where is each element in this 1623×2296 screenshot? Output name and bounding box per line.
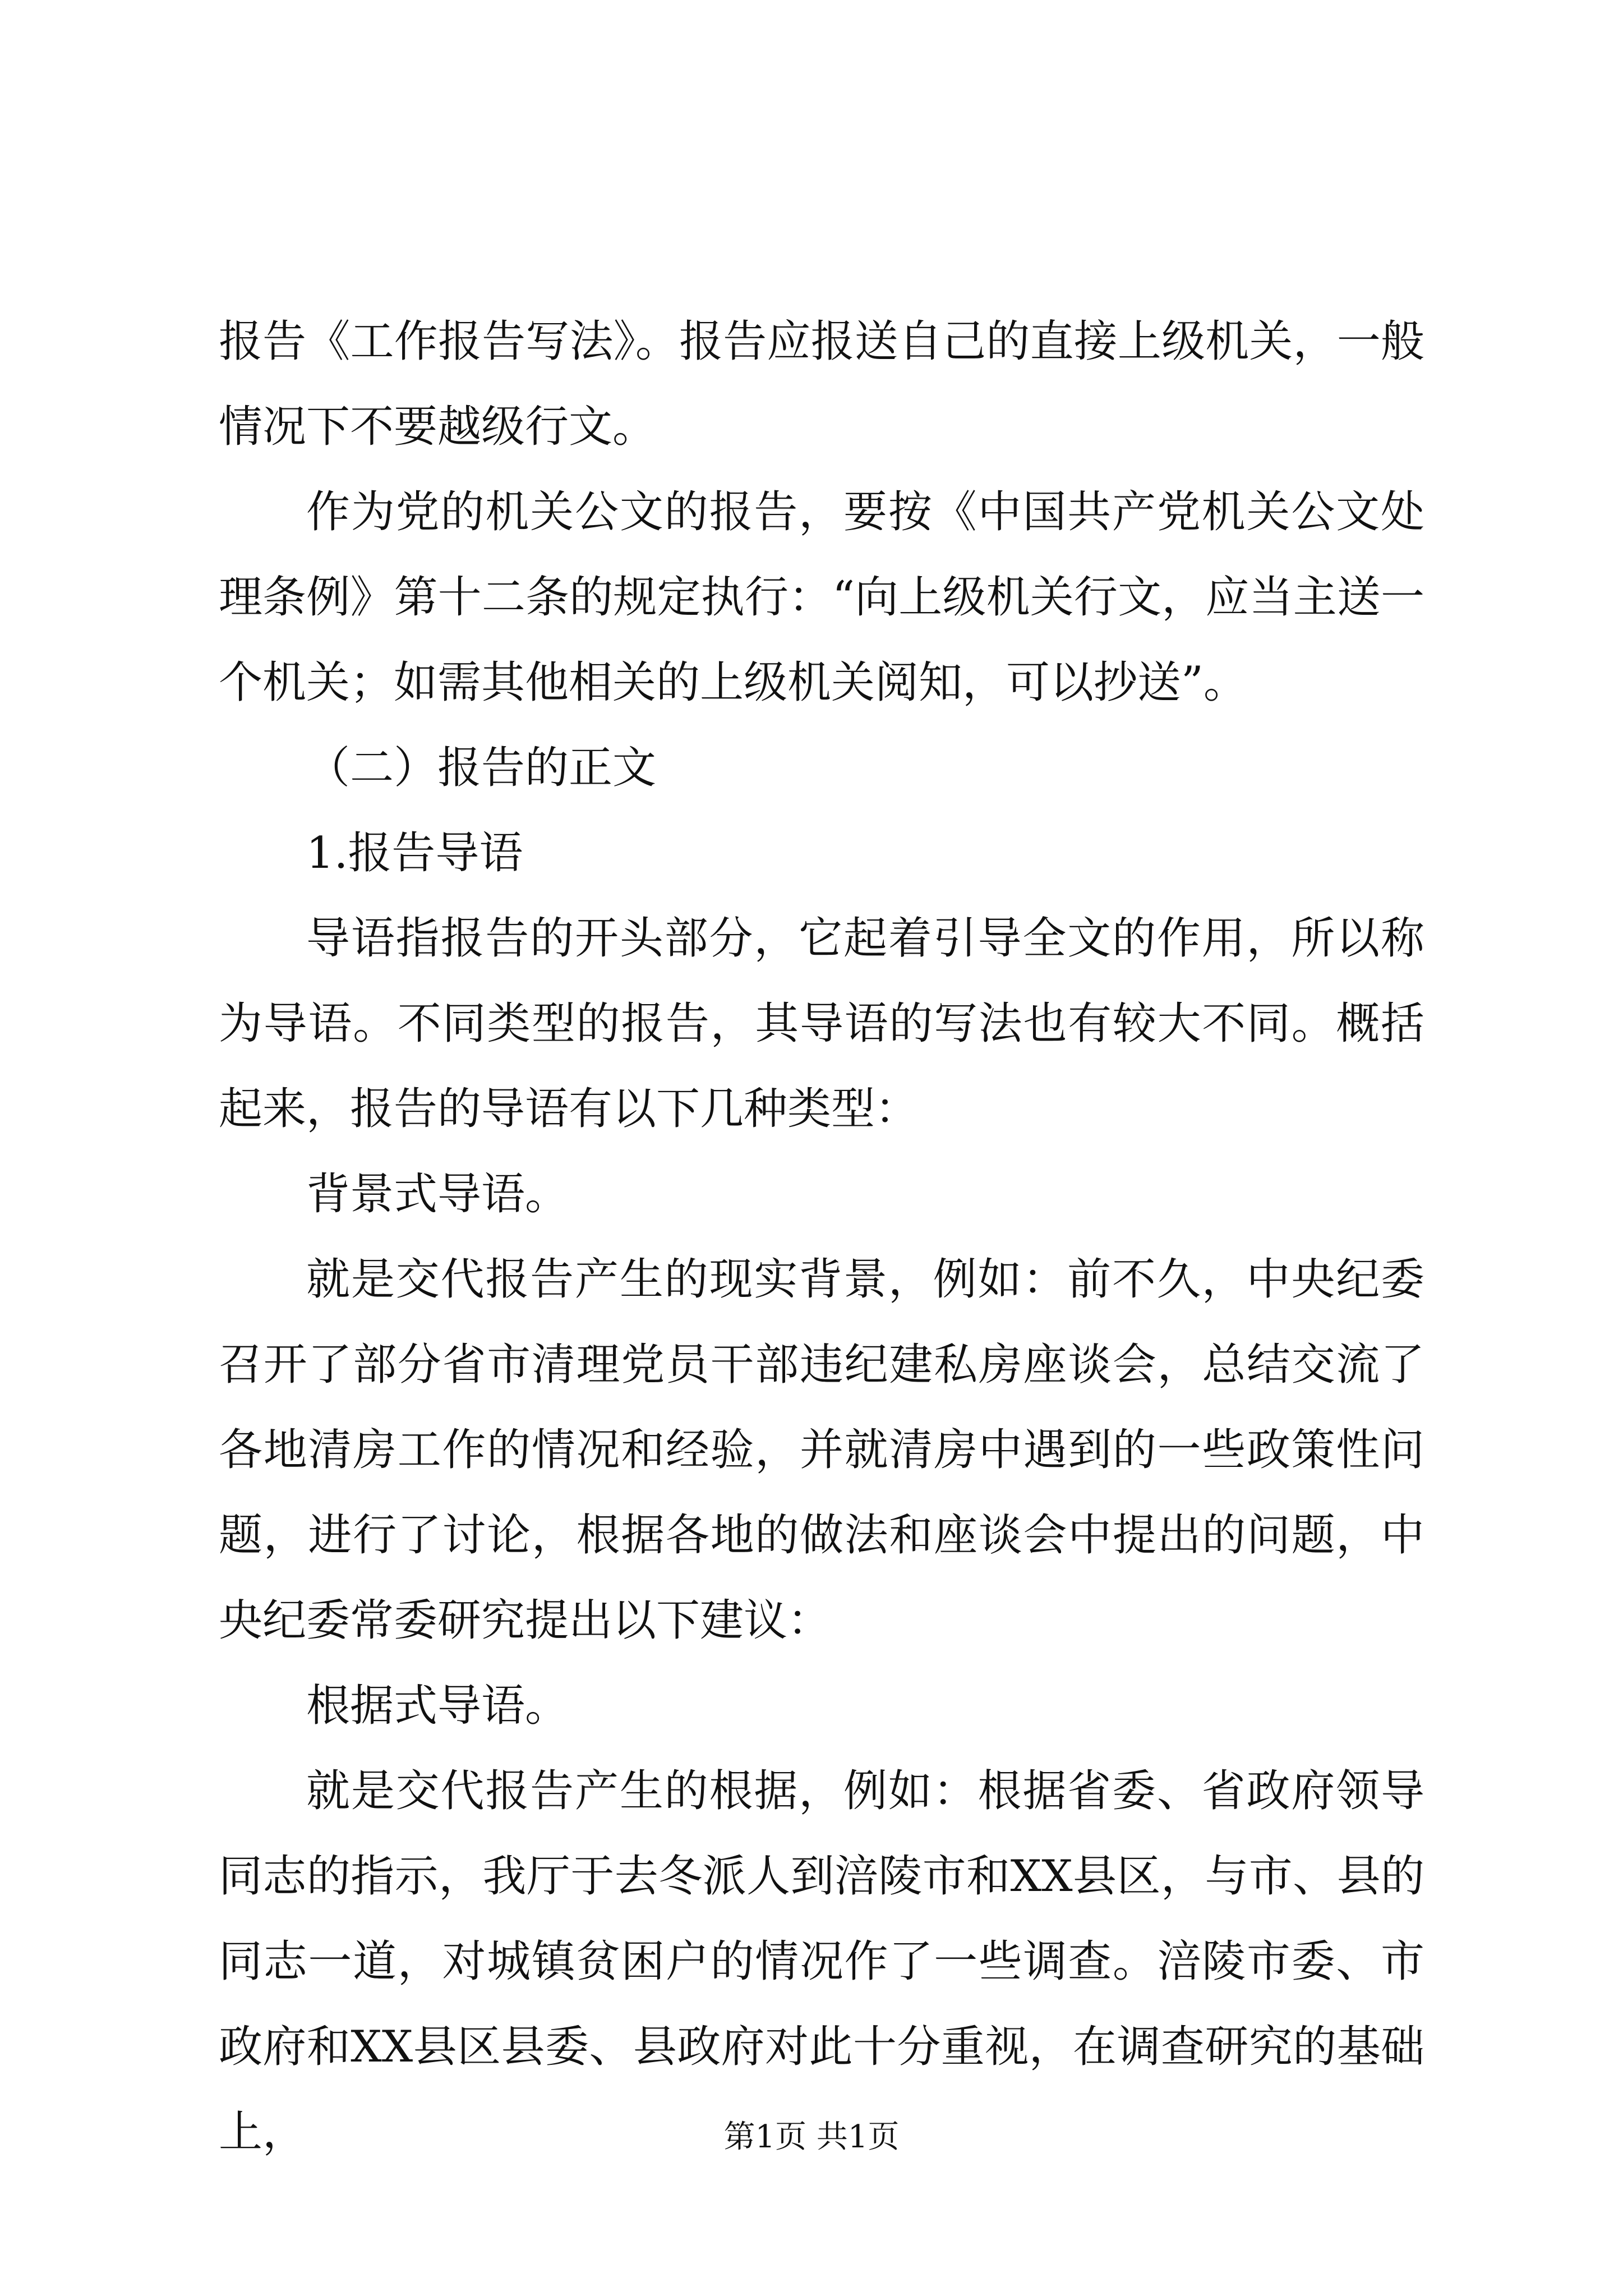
paragraph-8: 根据式导语。 — [306, 1681, 569, 1731]
document-body — [219, 299, 1424, 2175]
paragraph-9: 就是交代报告产生的根据，例如：根据省委、省政府领导同志的指示，我厅于去冬派人到涪陵市和XX县区，与市、县的同志一道，对城镇贫困户的情况作了一些调查。涪陵市委、市政府和XX县区县委、县政府对此十分重视，在调查研究的基础上， — [219, 1766, 1424, 2157]
page-footer: 第1页 共1页 — [723, 2119, 900, 2155]
paragraph-2: 作为党的机关公文的报告，要按《中国共产党机关公文处理条例》第十二条的规定执行：“向上级机关行文，应当主送一个机关；如需其他相关的上级机关阅知，可以抄送”。 — [219, 487, 1424, 708]
paragraph-5: 导语指报告的开头部分，它起着引导全文的作用，所以称为导语。不同类型的报告，其导语的写法也有较大不同。概括起来，报告的导语有以下几种类型： — [219, 913, 1424, 1134]
paragraph-1: 报告《工作报告写法》。报告应报送自己的直接上级机关，一般情况下不要越级行文。 — [219, 316, 1424, 452]
section-heading: （二）报告的正文 — [306, 743, 657, 793]
subsection-heading: 1.报告导语 — [306, 828, 523, 878]
paragraph-6: 背景式导语。 — [306, 1169, 569, 1220]
paragraph-7: 就是交代报告产生的现实背景，例如：前不久，中央纪委召开了部分省市清理党员干部违纪建私房座谈会，总结交流了各地清房工作的情况和经验，并就清房中遇到的一些政策性问题，进行了讨论，根据各地的做法和座谈会中提出的问题，中央纪委常委研究提出以下建议： — [219, 1254, 1424, 1646]
